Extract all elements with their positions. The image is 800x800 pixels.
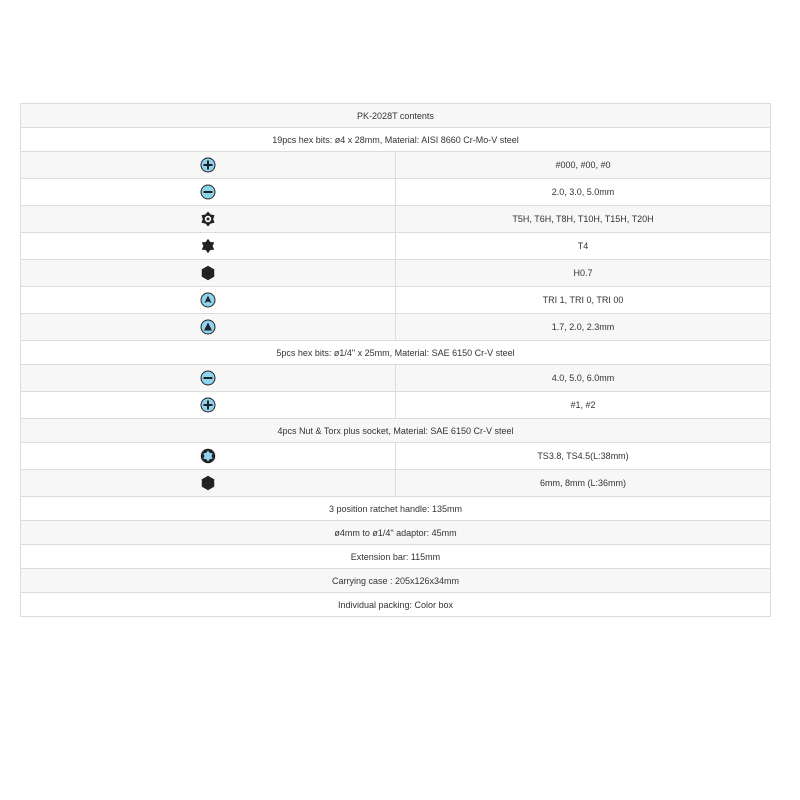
table-row xyxy=(21,392,771,419)
bit-icon-cell xyxy=(21,443,396,470)
bit-icon-cell xyxy=(21,392,396,419)
torx-icon xyxy=(200,238,216,254)
accessory-item-row xyxy=(21,569,771,593)
hex-icon xyxy=(200,265,216,281)
bit-sizes: 1.7, 2.0, 2.3mm xyxy=(396,314,771,341)
bit-sizes: T5H, T6H, T8H, T10H, T15H, T20H xyxy=(396,206,771,233)
triangle-icon xyxy=(200,319,216,335)
phillips-icon xyxy=(200,397,216,413)
accessory-item-row xyxy=(21,497,771,521)
table-row xyxy=(21,152,771,179)
bit-icon-cell xyxy=(21,365,396,392)
table-row xyxy=(21,443,771,470)
accessory-item: Carrying case : 205x126x34mm xyxy=(21,569,771,593)
section-heading-row xyxy=(21,341,771,365)
tri-wing-icon xyxy=(200,292,216,308)
accessory-item: 3 position ratchet handle: 135mm xyxy=(21,497,771,521)
section-heading-row xyxy=(21,419,771,443)
section-heading: 19pcs hex bits: ø4 x 28mm, Material: AISI 8660 Cr-Mo-V steel xyxy=(21,128,771,152)
bit-sizes: 6mm, 8mm (L:36mm) xyxy=(396,470,771,497)
table-row xyxy=(21,233,771,260)
bit-sizes: 4.0, 5.0, 6.0mm xyxy=(396,365,771,392)
table-title-row xyxy=(21,104,771,128)
table-row xyxy=(21,365,771,392)
section-heading-row xyxy=(21,128,771,152)
table-row xyxy=(21,179,771,206)
slotted-icon xyxy=(200,184,216,200)
table-row xyxy=(21,260,771,287)
table-row xyxy=(21,206,771,233)
bit-icon-cell xyxy=(21,314,396,341)
bit-icon-cell xyxy=(21,206,396,233)
bit-icon-cell xyxy=(21,260,396,287)
bit-icon-cell xyxy=(21,179,396,206)
accessory-item-row xyxy=(21,521,771,545)
phillips-icon xyxy=(200,157,216,173)
section-heading: 5pcs hex bits: ø1/4" x 25mm, Material: SAE 6150 Cr-V steel xyxy=(21,341,771,365)
bit-icon-cell xyxy=(21,470,396,497)
accessory-item-row xyxy=(21,545,771,569)
table-row xyxy=(21,287,771,314)
bit-sizes: TS3.8, TS4.5(L:38mm) xyxy=(396,443,771,470)
torx-plus-socket-icon xyxy=(200,448,216,464)
accessory-item: Individual packing: Color box xyxy=(21,593,771,617)
bit-sizes: H0.7 xyxy=(396,260,771,287)
bit-icon-cell xyxy=(21,233,396,260)
bit-sizes: T4 xyxy=(396,233,771,260)
bit-icon-cell xyxy=(21,152,396,179)
accessory-item: Extension bar: 115mm xyxy=(21,545,771,569)
bit-icon-cell xyxy=(21,287,396,314)
bit-sizes: 2.0, 3.0, 5.0mm xyxy=(396,179,771,206)
hex-nut-socket-icon xyxy=(200,475,216,491)
torx-security-icon xyxy=(200,211,216,227)
accessory-item: ø4mm to ø1/4" adaptor: 45mm xyxy=(21,521,771,545)
slotted-icon xyxy=(200,370,216,386)
bit-sizes: #1, #2 xyxy=(396,392,771,419)
table-row xyxy=(21,314,771,341)
bit-sizes: #000, #00, #0 xyxy=(396,152,771,179)
bit-sizes: TRI 1, TRI 0, TRI 00 xyxy=(396,287,771,314)
table-title: PK-2028T contents xyxy=(21,104,771,128)
accessory-item-row xyxy=(21,593,771,617)
table-row xyxy=(21,470,771,497)
contents-table xyxy=(20,103,771,617)
section-heading: 4pcs Nut & Torx plus socket, Material: SAE 6150 Cr-V steel xyxy=(21,419,771,443)
